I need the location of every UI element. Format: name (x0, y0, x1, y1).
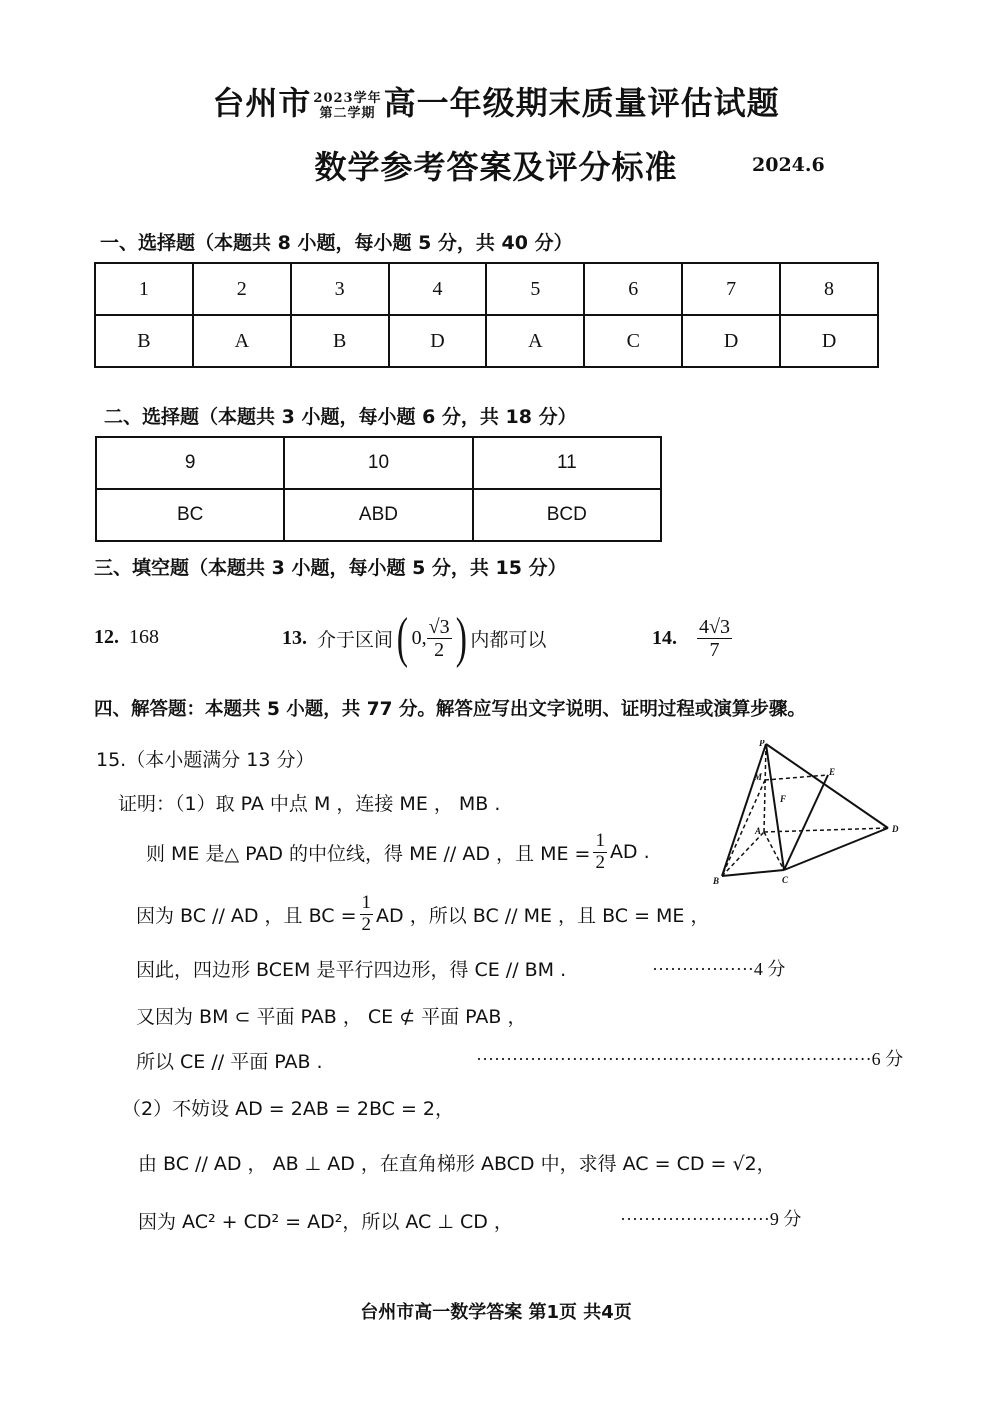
table-row (96, 489, 661, 541)
proof-line-2 (146, 826, 650, 878)
label-d: D (892, 824, 899, 834)
edge-pd (766, 744, 888, 828)
section1-heading: 一、选择题（本题共 8 小题，每小题 5 分，共 40 分） (100, 232, 573, 254)
proof-line-4: 因此，四边形 BCEM 是平行四边形，得 CE // BM . (136, 959, 567, 981)
q13-zero: 0, (411, 626, 427, 649)
label-m: M (754, 772, 763, 782)
edge-pb (722, 744, 766, 876)
q12-number: 12. (94, 626, 119, 648)
document-title (0, 78, 992, 124)
label-e: E (829, 767, 836, 777)
score-6: ··································································6 分 (476, 1049, 904, 1069)
question-number: 8 (780, 263, 878, 315)
document-date: 2024.6 (752, 154, 825, 176)
q13-answer (282, 604, 546, 672)
page-footer: 台州市高一数学答案 第1页 共4页 (360, 1302, 632, 1323)
proof-line-3 (136, 888, 709, 940)
question-number: 9 (96, 437, 284, 489)
section4-heading: 四、解答题：本题共 5 小题，共 77 分。解答应写出文字说明、证明过程或演算步骤。 (94, 699, 806, 720)
proof-line-3-a: 因为 BC // AD ，且 BC = (136, 904, 357, 927)
section2-answer-table (95, 436, 662, 542)
term-year: 2023学年 (313, 90, 382, 106)
pyramid-figure (700, 740, 910, 890)
term-semester: 第二学期 (319, 105, 376, 121)
answer-cell: BCD (473, 489, 661, 541)
half-fraction (593, 831, 607, 874)
answer-cell: D (682, 315, 780, 367)
label-c: C (782, 875, 789, 885)
q14-number: 14. (652, 626, 677, 649)
edge-pa (764, 744, 766, 832)
section3-heading: 三、填空题（本题共 3 小题，每小题 5 分，共 15 分） (94, 557, 567, 579)
q14-answer (652, 604, 732, 672)
question-number: 1 (95, 263, 193, 315)
half-numerator: 1 (595, 829, 605, 851)
q14-numerator: 4√3 (699, 615, 730, 638)
label-a: A (755, 826, 762, 836)
document-subtitle: 数学参考答案及评分标准 (314, 148, 678, 186)
answer-cell: A (193, 315, 291, 367)
title-suffix: 高一年级期末质量评估试题 (383, 84, 780, 122)
proof-line-3-b: AD ，所以 BC // ME ，且 BC = ME ， (376, 904, 710, 927)
answer-cell: D (780, 315, 878, 367)
proof-line-8: 由 BC // AD ， AB ⊥ AD ，在直角梯形 ABCD 中，求得 AC = CD = √2， (138, 1153, 776, 1175)
label-p: P (759, 740, 765, 748)
question-number: 5 (486, 263, 584, 315)
question-number: 3 (291, 263, 389, 315)
label-f: F (780, 794, 787, 804)
title-prefix: 台州市 (212, 84, 312, 122)
q13-numerator: √3 (428, 615, 450, 638)
q14-denominator: 7 (709, 638, 720, 661)
q12-value: 168 (129, 626, 159, 648)
section1-answer-table (94, 262, 879, 368)
proof-line-9: 因为 AC² + CD² = AD²，所以 AC ⊥ CD ， (138, 1211, 513, 1233)
q12-answer (94, 626, 159, 649)
answer-cell: A (486, 315, 584, 367)
score-4: ·················4 分 (652, 959, 786, 979)
half-numerator: 1 (361, 891, 372, 913)
edge-ad (764, 828, 888, 832)
question-number: 11 (473, 437, 661, 489)
answer-cell: B (95, 315, 193, 367)
term-stack (313, 91, 381, 121)
proof-line-1: 证明：（1）取 PA 中点 M ，连接 ME ， MB . (118, 793, 501, 815)
q13-suffix: 内都可以 (470, 628, 547, 651)
half-denominator: 2 (595, 851, 605, 873)
answer-cell: B (291, 315, 389, 367)
section2-heading: 二、选择题（本题共 3 小题，每小题 6 分，共 18 分） (104, 406, 577, 428)
q13-fraction (427, 616, 452, 661)
question-number: 10 (284, 437, 472, 489)
half-fraction (360, 893, 374, 936)
answer-cell: C (584, 315, 682, 367)
edge-bc (722, 870, 784, 876)
q15-title: 15.（本小题满分 13 分） (96, 749, 315, 771)
proof-line-7: （2）不妨设 AD = 2AB = 2BC = 2， (122, 1098, 455, 1120)
table-row (95, 315, 878, 367)
q13-number: 13. (282, 626, 307, 649)
q14-fraction (697, 616, 732, 661)
proof-line-6: 所以 CE // 平面 PAB . (136, 1051, 323, 1073)
half-denominator: 2 (361, 913, 372, 935)
table-row (96, 437, 661, 489)
right-paren-icon: ) (455, 607, 467, 669)
q13-denominator: 2 (434, 638, 445, 661)
proof-line-2-a: 则 ME 是△ PAD 的中位线，得 ME // AD ，且 ME = (146, 842, 591, 865)
q13-prefix: 介于区间 (317, 628, 394, 651)
question-number: 4 (389, 263, 487, 315)
question-number: 6 (584, 263, 682, 315)
proof-line-5: 又因为 BM ⊂ 平面 PAB ， CE ⊄ 平面 PAB ， (136, 1006, 527, 1028)
answer-cell: ABD (284, 489, 472, 541)
proof-line-2-b: AD . (609, 841, 650, 863)
score-9: ·························9 分 (620, 1209, 802, 1229)
question-number: 7 (682, 263, 780, 315)
question-number: 2 (193, 263, 291, 315)
answer-cell: D (389, 315, 487, 367)
edge-pc (766, 744, 787, 870)
answer-cell: BC (96, 489, 284, 541)
label-b: B (713, 876, 720, 886)
left-paren-icon: ( (396, 607, 408, 669)
table-row (95, 263, 878, 315)
